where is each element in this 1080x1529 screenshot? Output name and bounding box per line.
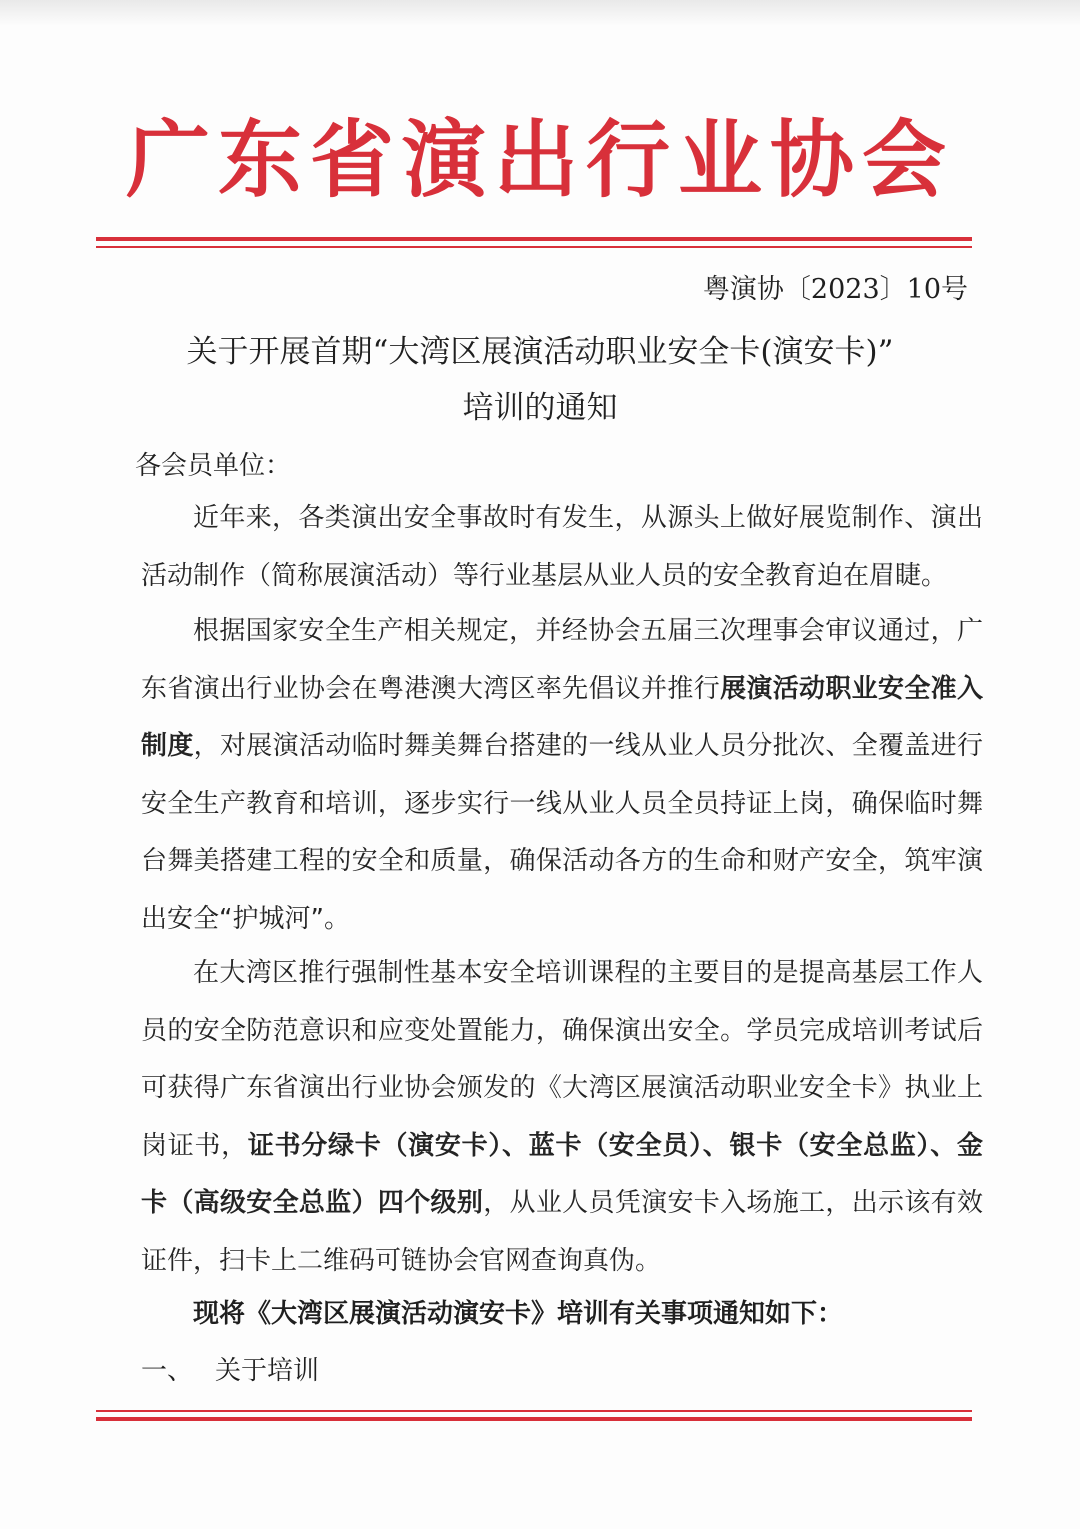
document-title-line-2: 培训的通知 bbox=[462, 390, 618, 426]
section-number: 一、 bbox=[141, 1356, 194, 1386]
paragraph-3-text bbox=[141, 945, 983, 1290]
section-label: 关于培训 bbox=[215, 1356, 320, 1386]
announcement-line: 现将《大湾区展演活动演安卡》培训有关事项通知如下： bbox=[193, 1299, 844, 1329]
paragraph-3-part-a: 在大湾区推行强制性基本安全培训课程的主要目的是提高基层工作人员的安全防范意识和应变处置能力，确保演出安全。学员完成培训考试后可获得广东省演出行业协会颁发的《大湾区展演活动职业安全卡》执业上岗证书， bbox=[141, 958, 983, 1161]
document-number: 粤演协〔2023〕10号 bbox=[702, 274, 968, 305]
body-paragraph-1 bbox=[141, 490, 983, 605]
scan-edge-shadow bbox=[0, 0, 1080, 26]
paragraph-2-part-a: 根据国家安全生产相关规定，并经协会五届三次理事会审议通过，广东省演出行业协会在粤港澳大湾区率先倡议并推行 bbox=[141, 616, 983, 704]
paragraph-2-emphasis: 展演活动职业安全准入制度 bbox=[141, 673, 983, 761]
body-paragraph-3 bbox=[141, 945, 983, 1290]
paragraph-2-text bbox=[141, 603, 983, 948]
footer-rule-thin bbox=[96, 1410, 972, 1412]
footer-rule-thick bbox=[96, 1417, 972, 1421]
salutation: 各会员单位： bbox=[135, 451, 292, 481]
paragraph-2-part-b: ，对展演活动临时舞美舞台搭建的一线从业人员分批次、全覆盖进行安全生产教育和培训，逐步实行一线从业人员全员持证上岗，确保临时舞台舞美搭建工程的安全和质量，确保活动各方的生命和财产安全，筑牢演出安全“护城河”。 bbox=[141, 731, 983, 934]
letterhead-org-name: 广东省演出行业协会 bbox=[125, 110, 954, 209]
section-heading-1 bbox=[141, 1347, 319, 1395]
document-title-line-1: 关于开展首期“大湾区展演活动职业安全卡(演安卡)” bbox=[186, 334, 894, 370]
header-rule-thin bbox=[96, 246, 972, 248]
body-paragraph-2 bbox=[141, 603, 983, 948]
header-rule-thick bbox=[96, 237, 972, 241]
paragraph-3-part-b: ，从业人员凭演安卡入场施工，出示该有效证件，扫卡上二维码可链协会官网查询真伪。 bbox=[141, 1188, 983, 1276]
paragraph-3-emphasis: 证书分绿卡（演安卡）、蓝卡（安全员）、银卡（安全总监）、金卡（高级安全总监）四个级别 bbox=[141, 1130, 983, 1218]
paragraph-1-text: 近年来，各类演出安全事故时有发生，从源头上做好展览制作、演出活动制作（简称展演活动）等行业基层从业人员的安全教育迫在眉睫。 bbox=[141, 503, 983, 591]
